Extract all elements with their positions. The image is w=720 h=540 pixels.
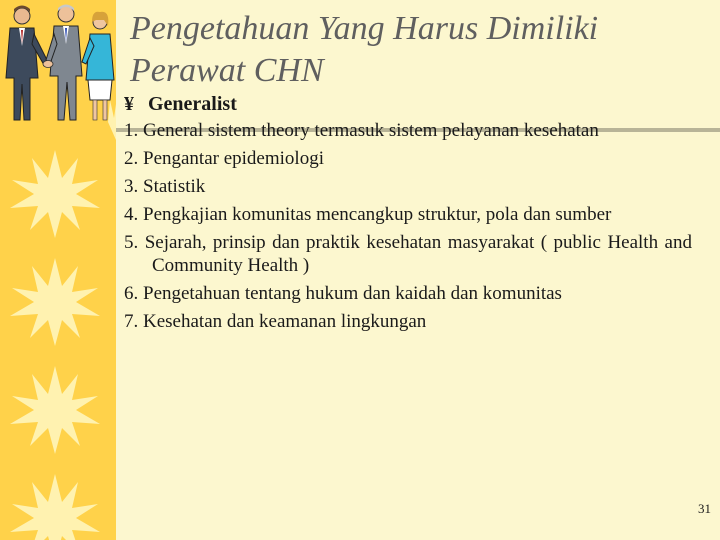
list-item: 6. Pengetahuan tentang hukum dan kaidah dan komunitas (124, 283, 562, 304)
businesswoman-right-figure (82, 12, 114, 120)
list-item: 4. Pengkajian komunitas mencangkup struktur, pola dan sumber (124, 204, 612, 225)
sun-starburst-icon (10, 366, 100, 454)
bullet-heading (124, 93, 692, 116)
handshake-icon (43, 61, 53, 68)
bullet-heading-label: Generalist (148, 93, 237, 115)
list-item: 2. Pengantar epidemiologi (124, 148, 324, 169)
list-item: 3. Statistik (124, 176, 206, 197)
sun-starburst-icon (10, 258, 100, 346)
page-number: 31 (698, 501, 711, 516)
left-decorative-band (0, 0, 116, 540)
business-people-handshake-clipart (0, 0, 125, 125)
yen-bullet-icon: ¥ (124, 93, 134, 115)
slide-content-list (124, 93, 692, 338)
list-item: 5. Sejarah, prinsip dan praktik kesehatan masyarakat ( public Health and Community Health ) (124, 232, 692, 276)
sun-starburst-icon (10, 474, 100, 540)
list-item: 7. Kesehatan dan keamanan lingkungan (124, 311, 427, 332)
list-item: 1. General sistem theory termasuk sistem pelayanan kesehatan (124, 120, 599, 141)
businessman-left-figure (6, 6, 48, 121)
slide-title: Pengetahuan Yang Harus Dimiliki Perawat CHN (130, 10, 599, 89)
sun-starburst-icon (10, 150, 100, 238)
